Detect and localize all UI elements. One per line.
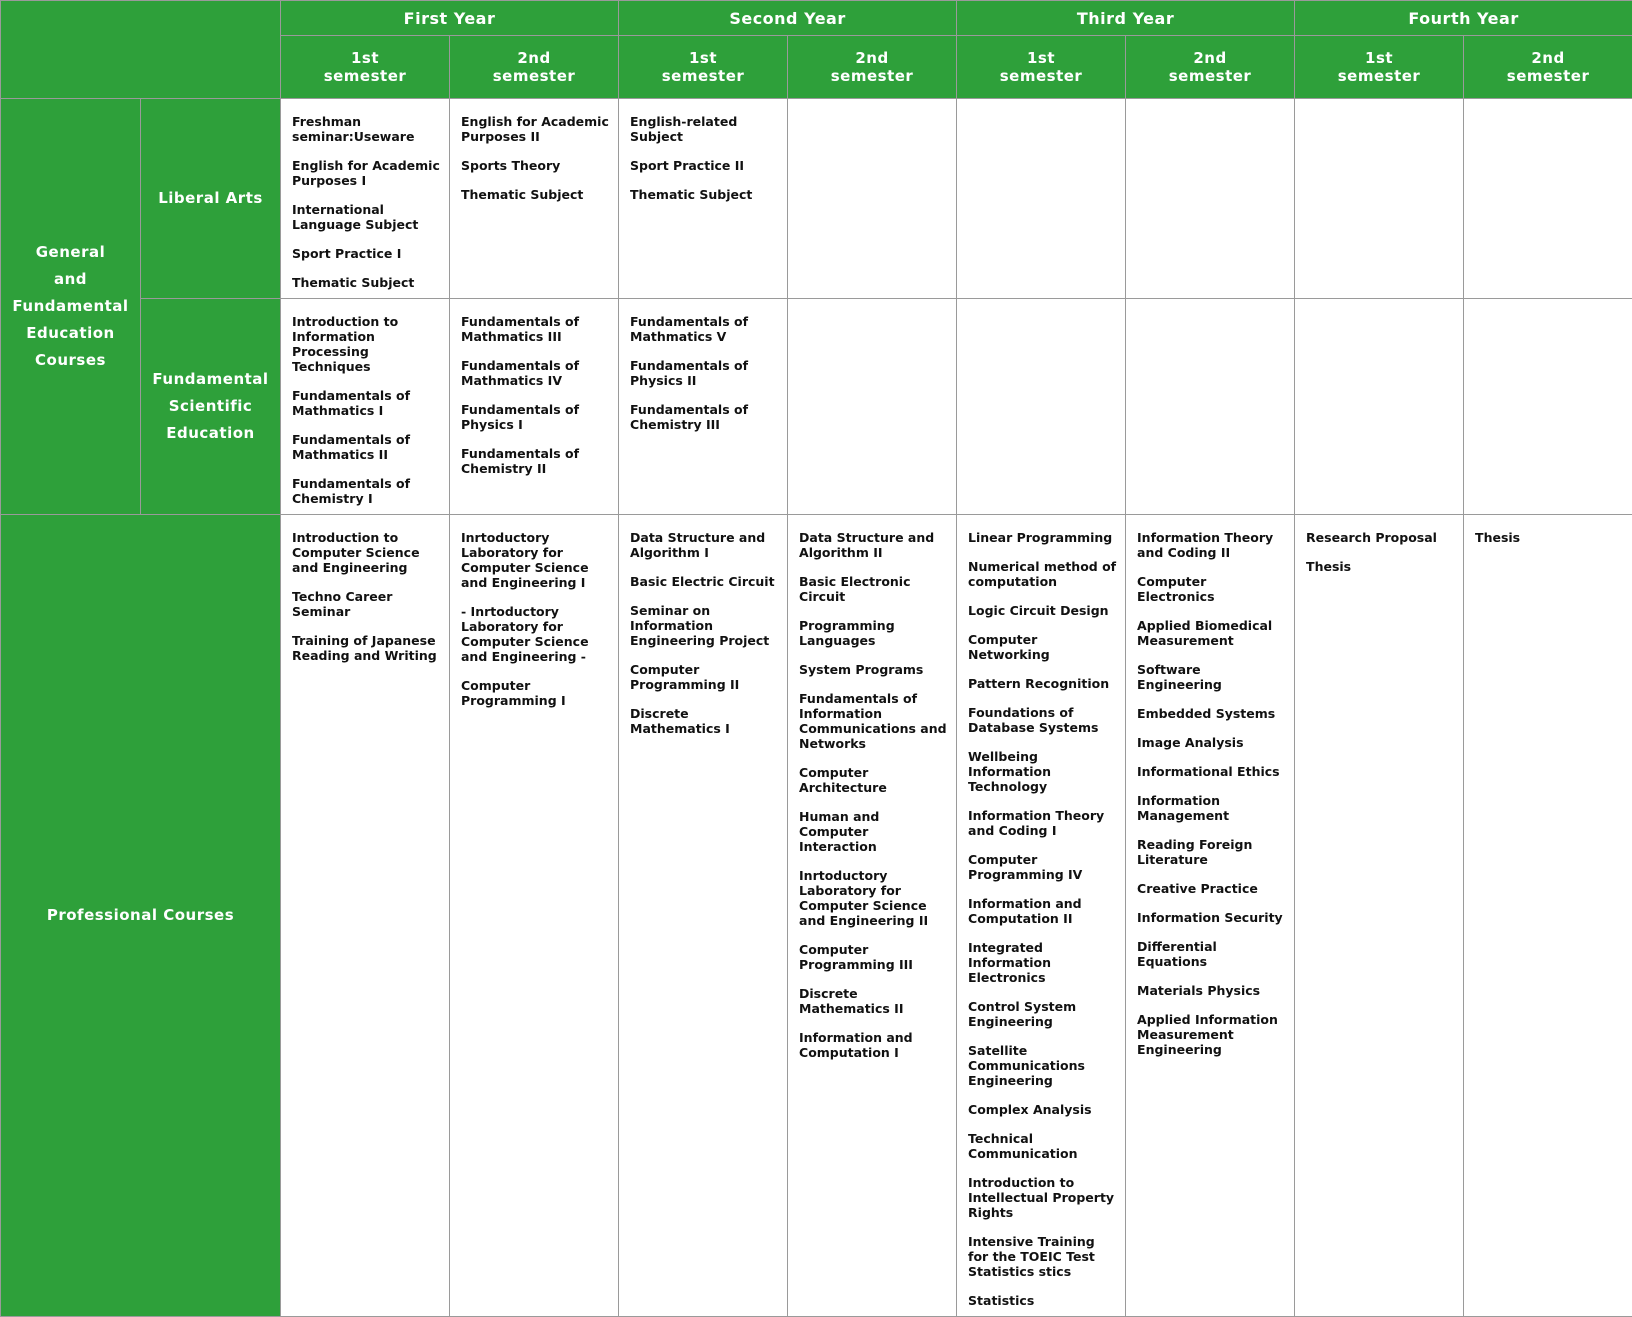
course-item: Introduction to Intellectual Property Rights (968, 1175, 1115, 1220)
course-item: Computer Electronics (1137, 574, 1215, 604)
course-item: Fundamentals of Physics I (461, 402, 580, 432)
course-list (788, 99, 956, 122)
semester-header: 1st semester (957, 36, 1126, 99)
course-item: Control System Engineering (968, 999, 1077, 1029)
course-item: Programming Languages (799, 618, 895, 648)
liberal-arts-semester-cell (619, 99, 788, 299)
course-item: Pattern Recognition (968, 676, 1110, 691)
course-item: Wellbeing Information Technology (968, 749, 1051, 794)
course-list (788, 299, 956, 322)
corner-header (1, 1, 281, 99)
fundamental-scientific-semester-cell (1464, 299, 1632, 515)
course-item: Fundamentals of Mathmatics IV (461, 358, 580, 388)
liberal-arts-semester-cell (957, 99, 1126, 299)
fundamental-scientific-semester-cell (619, 299, 788, 515)
course-item: Inrtoductory Laboratory for Computer Science and Engineering I (461, 530, 589, 590)
course-item: Computer Programming IV (968, 852, 1083, 882)
professional-semester-cell (619, 515, 788, 1317)
year-header: Second Year (619, 1, 957, 36)
year-header: Fourth Year (1295, 1, 1632, 36)
course-item: Thesis (1475, 530, 1521, 545)
semester-header: 1st semester (281, 36, 450, 99)
course-item: Thematic Subject (461, 187, 584, 202)
course-item: Fundamentals of Chemistry III (630, 402, 749, 432)
course-item: Fundamentals of Physics II (630, 358, 749, 388)
course-list (619, 299, 787, 440)
course-item: Seminar on Information Engineering Project (630, 603, 770, 648)
course-item: Embedded Systems (1137, 706, 1276, 721)
course-list (1295, 515, 1463, 582)
course-list (1464, 99, 1632, 122)
course-item: - Inrtoductory Laboratory for Computer Science and Engineering - (461, 604, 589, 664)
course-list (957, 515, 1125, 1316)
liberal-arts-semester-cell (1464, 99, 1632, 299)
course-item: English for Academic Purposes II (461, 114, 609, 144)
course-item: Creative Practice (1137, 881, 1258, 896)
course-item: Fundamentals of Mathmatics V (630, 314, 749, 344)
liberal-arts-semester-cell (1295, 99, 1464, 299)
professional-semester-cell (788, 515, 957, 1317)
course-item: Introduction to Information Processing Techniques (292, 314, 399, 374)
course-item: Software Engineering (1137, 662, 1222, 692)
semester-header: 2nd semester (1464, 36, 1632, 99)
course-list (450, 515, 618, 716)
semester-header: 1st semester (1295, 36, 1464, 99)
course-item: Sports Theory (461, 158, 561, 173)
course-item: Information and Computation II (968, 896, 1082, 926)
course-item: Computer Programming I (461, 678, 566, 708)
course-list (450, 99, 618, 210)
fundamental-scientific-semester-cell (957, 299, 1126, 515)
course-list (1295, 99, 1463, 122)
course-item: Freshman seminar:Useware (292, 114, 415, 144)
course-item: Image Analysis (1137, 735, 1244, 750)
year-header: Third Year (957, 1, 1295, 36)
course-item: Applied Information Measurement Engineering (1137, 1012, 1278, 1057)
liberal-arts-semester-cell (1126, 99, 1295, 299)
course-item: Computer Programming II (630, 662, 740, 692)
course-item: Numerical method of computation (968, 559, 1117, 589)
course-list (1126, 515, 1294, 1065)
course-item: Basic Electric Circuit (630, 574, 775, 589)
course-item: Complex Analysis (968, 1102, 1092, 1117)
liberal-arts-semester-cell (281, 99, 450, 299)
fundamental-scientific-semester-cell (1126, 299, 1295, 515)
course-item: Intensive Training for the TOEIC Test Statistics stics (968, 1234, 1095, 1279)
course-item: Information and Computation I (799, 1030, 913, 1060)
course-item: Sport Practice I (292, 246, 402, 261)
course-item: Fundamentals of Mathmatics I (292, 388, 411, 418)
semester-header: 2nd semester (450, 36, 619, 99)
course-list (1126, 299, 1294, 322)
course-list (619, 99, 787, 210)
course-item: Fundamentals of Mathmatics II (292, 432, 411, 462)
course-list (450, 299, 618, 484)
fundamental-scientific-semester-cell (788, 299, 957, 515)
year-header: First Year (281, 1, 619, 36)
course-list (957, 299, 1125, 322)
course-item: Linear Programming (968, 530, 1113, 545)
course-list (281, 99, 449, 298)
course-item: Fundamentals of Information Communications and Networks (799, 691, 947, 751)
course-item: Applied Biomedical Measurement (1137, 618, 1273, 648)
fundamental-scientific-semester-cell (281, 299, 450, 515)
professional-semester-cell (450, 515, 619, 1317)
course-item: Thesis (1306, 559, 1352, 574)
course-item: Sport Practice II (630, 158, 745, 173)
course-item: English-related Subject (630, 114, 738, 144)
course-item: Technical Communication (968, 1131, 1078, 1161)
category-general-fundamental: General and Fundamental Education Courses (1, 99, 141, 515)
course-list (281, 515, 449, 671)
course-item: Fundamentals of Chemistry II (461, 446, 580, 476)
course-item: System Programs (799, 662, 924, 677)
course-item: Computer Networking (968, 632, 1050, 662)
course-item: Information Security (1137, 910, 1283, 925)
course-item: Introduction to Computer Science and Engineering (292, 530, 420, 575)
course-list (1464, 515, 1632, 553)
course-item: Information Theory and Coding I (968, 808, 1105, 838)
course-item: Statistics (968, 1293, 1035, 1308)
course-item: Fundamentals of Chemistry I (292, 476, 411, 506)
course-item: Thematic Subject (630, 187, 753, 202)
course-list (1464, 299, 1632, 322)
course-list (788, 515, 956, 1068)
course-item: Computer Programming III (799, 942, 913, 972)
semester-header: 1st semester (619, 36, 788, 99)
fundamental-scientific-semester-cell (450, 299, 619, 515)
course-item: English for Academic Purposes I (292, 158, 440, 188)
course-item: Logic Circuit Design (968, 603, 1109, 618)
course-item: Discrete Mathematics I (630, 706, 730, 736)
professional-semester-cell (1126, 515, 1295, 1317)
course-item: Reading Foreign Literature (1137, 837, 1253, 867)
course-item: Discrete Mathematics II (799, 986, 904, 1016)
course-list (957, 99, 1125, 122)
course-item: Materials Physics (1137, 983, 1261, 998)
category-fundamental-scientific: Fundamental Scientific Education (141, 299, 281, 515)
course-item: Information Theory and Coding II (1137, 530, 1274, 560)
course-item: Foundations of Database Systems (968, 705, 1099, 735)
course-item: International Language Subject (292, 202, 419, 232)
liberal-arts-semester-cell (788, 99, 957, 299)
course-item: Human and Computer Interaction (799, 809, 880, 854)
category-liberal-arts: Liberal Arts (141, 99, 281, 299)
course-item: Basic Electronic Circuit (799, 574, 911, 604)
course-item: Fundamentals of Mathmatics III (461, 314, 580, 344)
course-list (619, 515, 787, 744)
course-item: Training of Japanese Reading and Writing (292, 633, 437, 663)
course-item: Informational Ethics (1137, 764, 1280, 779)
course-list (1295, 299, 1463, 322)
liberal-arts-semester-cell (450, 99, 619, 299)
course-item: Computer Architecture (799, 765, 887, 795)
course-list (1126, 99, 1294, 122)
category-professional: Professional Courses (1, 515, 281, 1317)
fundamental-scientific-semester-cell (1295, 299, 1464, 515)
course-list (281, 299, 449, 514)
course-item: Data Structure and Algorithm I (630, 530, 766, 560)
course-item: Thematic Subject (292, 275, 415, 290)
professional-semester-cell (1295, 515, 1464, 1317)
semester-header: 2nd semester (788, 36, 957, 99)
course-item: Satellite Communications Engineering (968, 1043, 1085, 1088)
course-item: Techno Career Seminar (292, 589, 393, 619)
course-item: Data Structure and Algorithm II (799, 530, 935, 560)
course-item: Research Proposal (1306, 530, 1437, 545)
course-item: Integrated Information Electronics (968, 940, 1051, 985)
course-item: Inrtoductory Laboratory for Computer Science and Engineering II (799, 868, 929, 928)
semester-header: 2nd semester (1126, 36, 1295, 99)
course-item: Information Management (1137, 793, 1230, 823)
course-item: Differential Equations (1137, 939, 1217, 969)
professional-semester-cell (1464, 515, 1632, 1317)
professional-semester-cell (281, 515, 450, 1317)
professional-semester-cell (957, 515, 1126, 1317)
